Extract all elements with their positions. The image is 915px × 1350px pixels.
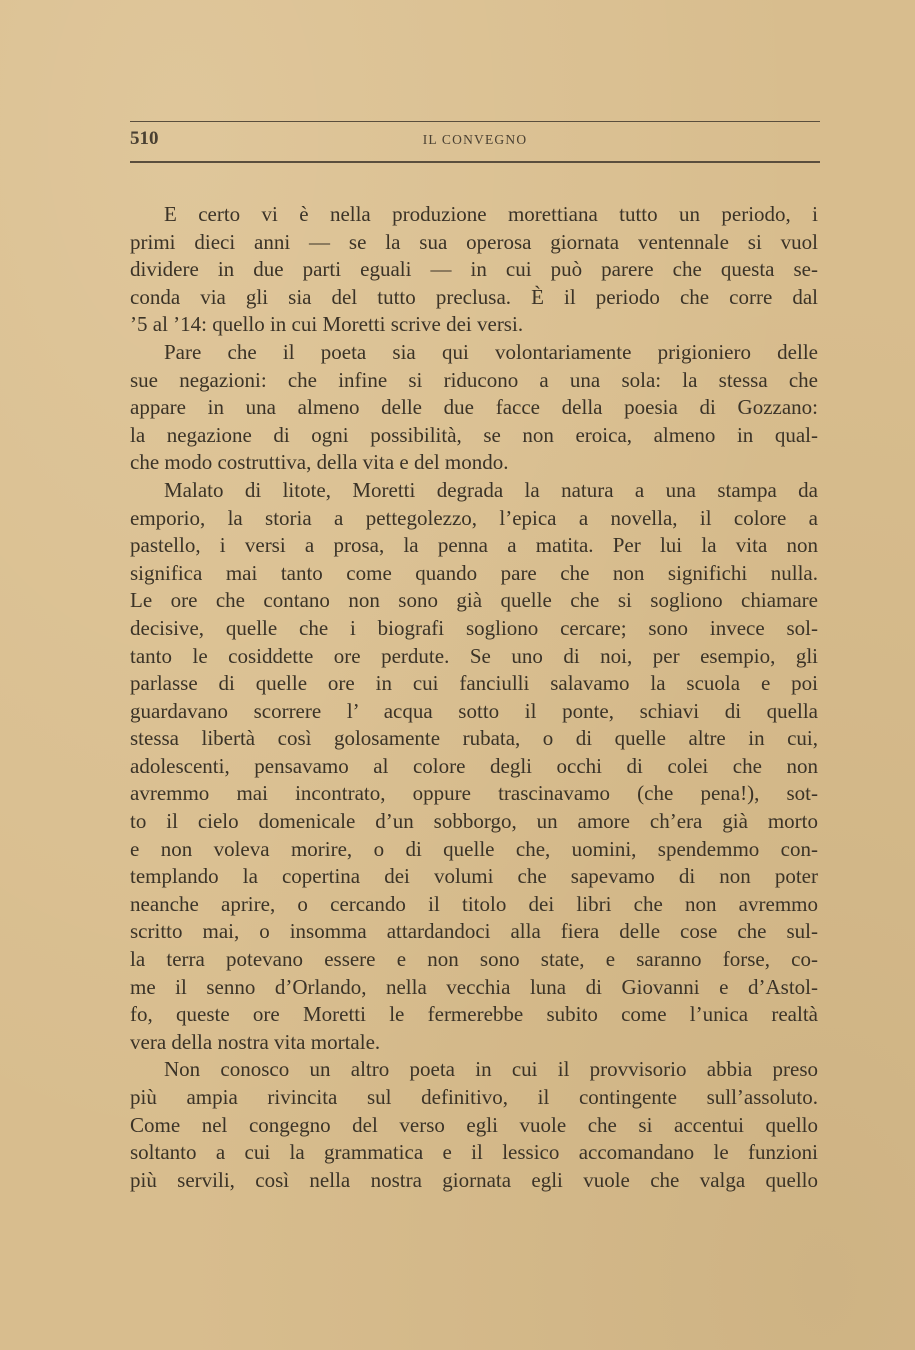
text-line: più servili, così nella nostra giornata egli vuole che valga quello (130, 1167, 818, 1192)
text-line: me il senno d’Orlando, nella vecchia luna di Giovanni e d’Astol- (130, 974, 818, 999)
paragraph-2 (130, 339, 818, 477)
text-line: dividere in due parti eguali — in cui può parere che questa se- (130, 257, 818, 282)
body-text (130, 201, 818, 1194)
paragraph-4 (130, 1056, 818, 1194)
text-line: neanche aprire, o cercando il titolo dei libri che non avremmo (130, 891, 818, 916)
text-line: appare in una almeno delle due facce della poesia di Gozzano: (130, 395, 818, 420)
text-line: la terra potevano essere e non sono state, e saranno forse, co- (130, 947, 818, 972)
text-line: Pare che il poeta sia qui volontariamente prigioniero delle (164, 339, 818, 364)
text-line: scritto mai, o insomma attardandoci alla fiera delle cose che sul- (130, 919, 818, 944)
text-line: più ampia rivincita sul definitivo, il contingente sull’assoluto. (130, 1085, 818, 1109)
header-bottom-rule (130, 161, 820, 163)
text-line: decisive, quelle che i biografi sogliono cercare; sono invece sol- (130, 615, 818, 640)
text-line: primi dieci anni — se la sua operosa giornata ventennale si vuol (130, 229, 818, 254)
text-line: e non voleva morire, o di quelle che, uomini, spendemmo con- (130, 836, 818, 861)
text-line: templando la copertina dei volumi che sapevamo di non poter (130, 864, 818, 889)
text-line: che modo costruttiva, della vita e del mondo. (130, 450, 509, 475)
text-line: Malato di litote, Moretti degrada la natura a una stampa da (164, 477, 818, 502)
text-line: vera della nostra vita mortale. (130, 1029, 381, 1054)
text-line: stessa libertà così golosamente rubata, o di quelle altre in cui, (130, 726, 818, 751)
text-line: conda via gli sia del tutto preclusa. È il periodo che corre dal (130, 284, 818, 309)
text-line: E certo vi è nella produzione morettiana tutto un periodo, i (164, 202, 818, 226)
page-number: 510 (130, 128, 159, 149)
text-line: la negazione di ogni possibilità, se non eroica, almeno in qual- (130, 422, 818, 447)
text-line: to il cielo domenicale d’un sobborgo, un amore ch’era già morto (130, 809, 818, 834)
text-line: tanto le cosiddette ore perdute. Se uno di noi, per esempio, gli (130, 643, 818, 668)
text-line: adolescenti, pensavamo al colore degli occhi di colei che non (130, 753, 818, 778)
text-line: Le ore che contano non sono già quelle che si sogliono chiamare (130, 588, 818, 613)
text-line: guardavano scorrere l’ acqua sotto il ponte, schiavi di quella (130, 698, 818, 723)
text-line: Come nel congegno del verso egli vuole che si accentui quello (130, 1112, 818, 1137)
text-line: sue negazioni: che infine si riducono a una sola: la stessa che (130, 367, 818, 392)
text-line: emporio, la storia a pettegolezzo, l’epica a novella, il colore a (130, 505, 818, 530)
header-top-rule (130, 121, 820, 122)
text-line: significa mai tanto come quando pare che non significhi nulla. (130, 560, 818, 585)
text-line: Non conosco un altro poeta in cui il provvisorio abbia preso (164, 1057, 818, 1082)
journal-title: IL CONVEGNO (422, 132, 528, 147)
text-line: soltanto a cui la grammatica e il lessico accomandano le funzioni (130, 1140, 818, 1165)
text-line: fo, queste ore Moretti le fermerebbe subito come l’unica realtà (130, 1002, 818, 1027)
text-line: avremmo mai incontrato, oppure trascinavamo (che pena!), sot- (130, 781, 818, 806)
text-line: ’5 al ’14: quello in cui Moretti scrive dei versi. (130, 312, 524, 337)
paragraph-3 (130, 477, 818, 1056)
text-line: pastello, i versi a prosa, la penna a matita. Per lui la vita non (130, 533, 818, 558)
running-head (130, 128, 820, 156)
text-line: parlasse di quelle ore in cui fanciulli salavamo la scuola e poi (130, 671, 818, 696)
paragraph-1 (130, 201, 818, 339)
